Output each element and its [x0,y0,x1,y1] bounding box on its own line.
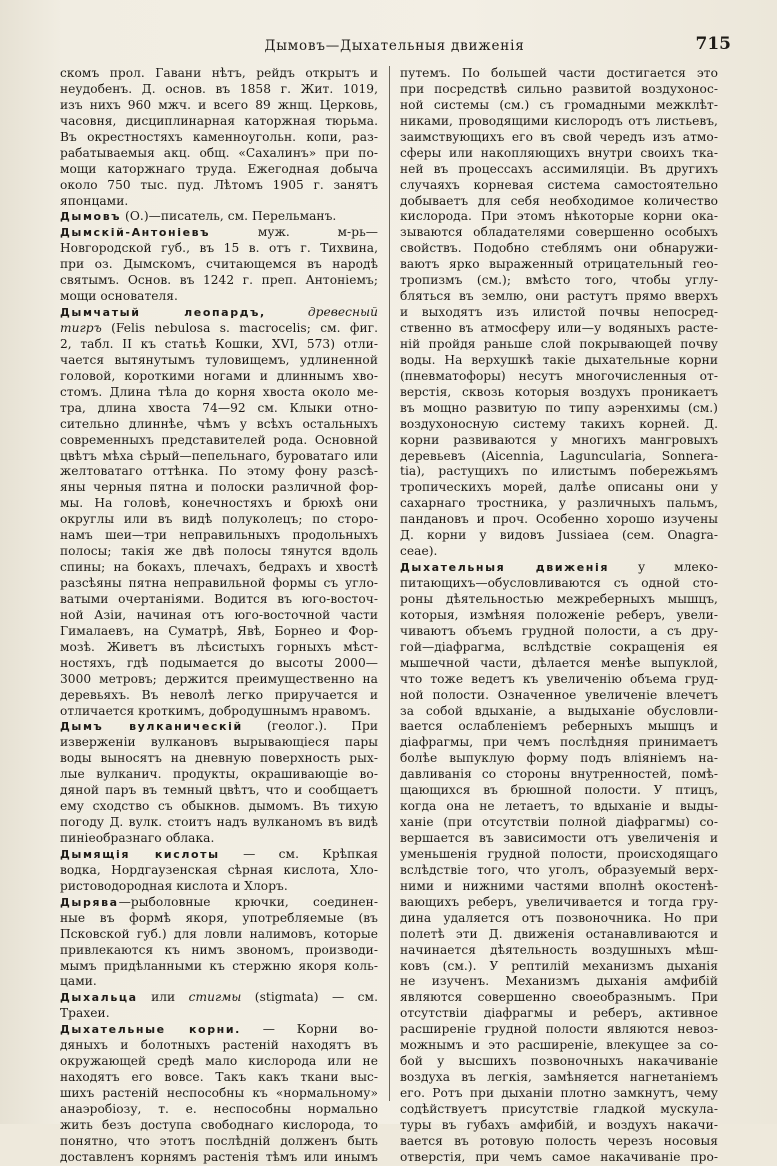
entry-headword: Дымъ вулканическій [60,720,243,734]
text-line [400,1086,718,1102]
text-line [60,959,378,975]
line-text: (stigmata) — см. [241,990,378,1005]
text-line [400,82,718,98]
text-line [400,815,718,831]
line-text: сферы или накопляющихъ внутри своихъ тка- [400,145,718,160]
line-text: уменьшенія грудной полости, происходящаго [400,846,718,861]
text-line [60,624,378,640]
text-line [400,831,718,847]
text-line [60,114,378,130]
text-line [400,576,718,592]
line-text: ватыми очертаніями. Водится въ юго-восточ- [60,591,378,606]
line-text: погоду Д. вулк. стоитъ надъ вулканомъ въ видѣ [60,815,378,830]
text-line [400,1118,718,1134]
left-column [60,66,378,1166]
entry-headword: Дыхательныя движенія [400,561,609,575]
text-line [400,895,718,911]
text-line [60,1150,378,1166]
line-text: ной полости. Означенное увеличеніе влечетъ [400,687,718,702]
text-line [400,257,718,273]
text-line [60,751,378,767]
text-line [60,305,378,321]
line-text: отсутствіи діафрагмы и реберъ, активное [400,1006,718,1021]
line-text: окружающей средѣ мало кислорода или не [60,1054,378,1069]
line-text: вается въ ротовую полость черезъ носовыя [400,1133,718,1148]
text-line [60,178,378,194]
line-text: при посредствѣ сильно развитой воздухонос- [400,81,718,96]
line-text: Въ окрестностяхъ каменноугольн. копи, раз- [60,129,378,144]
entry-headword: Дымовъ [60,210,122,224]
line-text: ней въ процессахъ ассимиляціи. Въ другихъ [400,161,718,176]
line-text: кислорода. При этомъ нѣкоторые корни ока- [400,209,718,224]
text-line [60,433,378,449]
line-text: скомъ прол. Гавани нѣтъ, рейдъ открытъ и [60,66,378,80]
line-text: можнымъ и это расширеніе, влекущее за со- [400,1038,718,1053]
line-text: ностяхъ, гдѣ подымается до высоты 2000— [60,655,378,670]
line-text: сительно длиннѣе, чѣмъ у всѣхъ остальныхъ [60,416,378,431]
text-line [400,751,718,767]
line-text: корни развиваются у многихъ мангровыхъ [400,432,718,447]
text-line [60,225,378,241]
line-text: муж. м-рь— [210,225,378,240]
line-text: пандановъ и проч. Особенно хорошо изучены [400,512,718,527]
line-text: зываются обладателями совершенно особыхъ [400,225,718,240]
line-text: мы. На головѣ, конечностяхъ и брюхѣ они [60,496,378,511]
line-text: путемъ. По большей части достигается это [400,66,718,80]
line-text: ему сходство съ обыкнов. дымомъ. Въ тихую [60,799,378,814]
line-text: начинается дѣятельность воздушныхъ мѣш- [400,942,718,957]
text-line [400,289,718,305]
line-text: понятно, что этотъ послѣдній долженъ быть [60,1133,378,1148]
text-line [60,273,378,289]
line-text: давливанія со стороны внутренностей, помѣ- [400,767,718,782]
line-text: щающихся въ брюшной полости. У птицъ, [400,783,718,798]
text-line [60,194,378,210]
line-text: водка, Нордгаузенская сѣрная кислота, Хло- [60,862,378,877]
text-line [400,401,718,417]
text-line [60,815,378,831]
line-text: ваютъ ярко выраженный отрицательный гео- [400,257,718,272]
text-line [60,895,378,911]
text-line [400,927,718,943]
text-line [60,209,378,225]
text-line [60,337,378,353]
text-line [400,162,718,178]
line-text: Псковской губ.) для ловли налимовъ, которые [60,926,378,941]
text-line [60,1118,378,1134]
line-text: дяныхъ и болотныхъ растеній находятъ въ [60,1038,378,1053]
line-text: деревьяхъ. Въ неволѣ легко приручается и [60,687,378,702]
text-line [400,560,718,576]
line-text: разсѣяны пятна неправильной формы съ угло- [60,576,378,590]
text-line [400,688,718,704]
entry-headword: Дымящія кислоты [60,847,220,861]
text-line [60,831,378,847]
line-text: являются совершенно своеобразнымъ. При [400,990,718,1005]
line-text: туры въ губахъ амфибій, и воздухъ накачи- [400,1117,718,1132]
text-line [60,704,378,720]
line-text: роны дѣятельностью межреберныхъ мышцъ, [400,591,718,606]
text-line [400,592,718,608]
text-line [60,417,378,433]
text-line [60,321,378,337]
text-line [400,321,718,337]
line-text: добываетъ для себя необходимое количество [400,193,718,208]
line-text: (пневматофоры) несутъ многочисленныя от- [400,368,718,383]
text-line [400,624,718,640]
text-line [400,863,718,879]
line-text: діафрагмы, при чемъ послѣдняя принимаетъ [400,735,718,750]
text-line [60,1054,378,1070]
line-text: вслѣдствіе того, что уголъ, образуемый верх- [400,862,718,877]
text-line [400,974,718,990]
text-line [60,464,378,480]
line-text: головой, короткими ногами и длиннымъ хво- [60,368,378,383]
text-line [60,98,378,114]
text-line [400,1006,718,1022]
text-line [400,496,718,512]
text-line [400,433,718,449]
line-text: мышечной части, дѣлается менѣе выпуклой, [400,655,718,670]
text-line [60,799,378,815]
text-line [60,688,378,704]
line-text: ceae). [400,544,438,559]
line-text: дина удаляется отъ позвоночника. Но при [400,910,718,925]
line-text: воды выносятъ на дневную поверхность рых- [60,751,378,766]
line-text: вается ослабленіемъ реберныхъ мышцъ и [400,719,718,734]
line-text: полосы; такія же двѣ полосы тянутся вдоль [60,544,378,559]
line-text: въ мощно развитую по типу аэренхимы (см.) [400,400,718,415]
line-text: свойствъ. Подобно стеблямъ они обнаружи- [400,241,718,256]
line-text: когда она не летаетъ, то вдыханіе и выды- [400,799,718,814]
text-line [60,353,378,369]
right-column [400,66,718,1166]
italic-text: древесный [265,305,378,320]
line-text: ной системы (см.) съ громадными межклѣт- [400,97,718,112]
line-text: tia), растущихъ по илистымъ побережьямъ [400,464,718,479]
text-line [400,959,718,975]
line-text: пиніеобразнаго облака. [60,831,215,845]
line-text: чиваютъ объемъ грудной полости, а съ дру- [400,623,718,638]
line-text: неудобенъ. Д. основ. въ 1858 г. Жит. 1019, [60,81,378,96]
line-text: чается вытянутымъ туловищемъ, удлиненной [60,352,378,367]
line-text: — см. Крѣпкая [219,846,378,861]
text-line [400,783,718,799]
text-line [400,672,718,688]
line-text: часовня, дисциплинарная каторжная тюрьма. [60,113,378,128]
line-text: воды. На верхушкѣ такіе дыхательные корни [400,352,718,367]
text-line [400,178,718,194]
line-text: ковъ (см.). У рептилій механизмъ дыханія [400,958,718,973]
text-line [400,273,718,289]
text-line [400,719,718,735]
line-text: полетѣ эти Д. движенія останавливаются и [400,926,718,941]
text-line [400,911,718,927]
text-line [60,369,378,385]
line-text: деревьевъ (Aicennia, Laguncularia, Sonnera- [400,448,718,463]
line-text: 3000 метровъ; держится преимущественно на [60,671,378,686]
line-text: (Felis nebulosa s. macrocelis; см. фиг. [101,321,378,335]
text-line [400,369,718,385]
running-head: Дымовъ—Дыхательныя движенія [264,38,525,54]
line-text: дяной паръ въ темный цвѣтъ, что и сообщаетъ [60,783,378,798]
line-text: ній пройдя раньше слой покрывающей почву [400,336,718,351]
text-line [400,209,718,225]
text-line [60,783,378,799]
line-text: отличается кроткимъ, добродушнымъ нравомъ. [60,703,371,718]
line-text: округлы или въ видѣ полуколецъ; по сторо- [60,512,378,527]
line-text: намъ шеи—три неправильныхъ продольныхъ [60,528,378,543]
text-line [60,257,378,273]
text-line [60,879,378,895]
line-text: расширеніе грудной полости являются невоз- [400,1022,718,1037]
line-text: находятъ его вовсе. Такъ какъ ткани выс- [60,1070,378,1085]
line-text: японцами. [60,193,129,208]
text-line [60,656,378,672]
text-line [60,1006,378,1022]
line-text: содѣйствуетъ присутствіе гладкой мускула- [400,1101,718,1116]
line-text: воздуха въ легкія, замѣняется нагнетаніемъ [400,1070,718,1085]
text-line [60,672,378,688]
text-line [400,114,718,130]
line-text: воздухоносную систему такихъ корней. Д. [400,416,718,431]
text-line [60,480,378,496]
text-line [60,162,378,178]
line-text: тропическихъ морей, далѣе описаны они у [400,480,718,495]
line-text: его. Ротъ при дыханіи плотно замкнутъ, чему [400,1086,718,1100]
line-text: не изученъ. Механизмъ дыханія амфибій [400,974,718,989]
text-line [400,735,718,751]
line-text: бой у высшихъ позвоночныхъ накачиваніе [400,1054,718,1069]
text-line [60,863,378,879]
text-line [400,66,718,82]
text-line [400,385,718,401]
text-line [400,98,718,114]
text-line [60,449,378,465]
text-line [400,337,718,353]
page-number: 715 [695,34,731,54]
line-text: болѣе выпуклую форму подъ вліяніемъ на- [400,751,718,766]
entry-headword: Дымскій-Антоніевъ [60,226,211,240]
line-text: никами, проводящими кислородъ отъ листьевъ, [400,113,718,128]
line-text: которыя, измѣняя положеніе реберъ, увели- [400,607,718,622]
text-line [400,225,718,241]
text-line [60,512,378,528]
text-line [400,990,718,1006]
line-text: мощи основателя. [60,289,178,304]
line-text: вающихъ реберъ, увеличивается и тогда гру- [400,894,718,909]
text-line [60,496,378,512]
text-line [400,767,718,783]
column-divider [389,66,390,1101]
line-text: мозѣ. Живетъ въ лѣсистыхъ горныхъ мѣст- [60,639,378,654]
text-line [400,146,718,162]
line-text: мощи каторжнаго труда. Ежегодная добыча [60,161,378,176]
text-line [60,943,378,959]
line-text: Д. корни у видовъ Jussiaea (сем. Onagra- [400,528,718,543]
line-text: ханіе (при отсутствіи полной діафрагмы) со- [400,815,718,830]
text-line [60,401,378,417]
text-line [60,1102,378,1118]
text-line [400,1054,718,1070]
line-text: ними и нижними частями вполнѣ окостенѣ- [400,878,718,893]
line-text: цами. [60,974,97,989]
text-line [60,608,378,624]
line-text: и выходятъ изъ илистой почвы непосред- [400,305,718,320]
text-line [400,464,718,480]
text-line [400,305,718,321]
text-line [60,911,378,927]
entry-headword: Дырява [60,895,119,909]
line-text: ристоводородная кислота и Хлоръ. [60,878,288,893]
text-line [60,719,378,735]
line-text: цвѣтъ мѣха сѣрый—пепельнаго, буроватаго или [60,448,378,463]
text-line [60,1086,378,1102]
line-text: жить безъ доступа свободнаго кислорода, то [60,1117,378,1132]
line-text: сахарнаго тростника, у различныхъ пальмъ, [400,496,718,511]
text-line [60,544,378,560]
line-text: анаэробіозу, т. е. неспособны нормально [60,1101,378,1116]
text-line [60,528,378,544]
text-line [400,1038,718,1054]
line-text: шихъ растеній неспособны къ «нормальному» [60,1086,378,1100]
text-line [60,767,378,783]
line-text: вершается въ зависимости отъ увеличенія и [400,831,718,845]
text-line [400,130,718,146]
text-line [400,480,718,496]
text-line [400,943,718,959]
entry-headword: Дыхательные корни. [60,1023,241,1037]
line-text: отверстія, при чемъ самое накачиваніе про- [400,1149,718,1164]
line-text: (геолог.). При [242,719,378,734]
line-text: доставленъ корнямъ растенія тѣмъ или инымъ [60,1149,378,1164]
text-line [60,560,378,576]
line-text: верстія, сквозь которыя воздухъ проникаетъ [400,384,718,399]
text-line [400,241,718,257]
text-line [60,82,378,98]
text-line [400,799,718,815]
text-line [60,1038,378,1054]
line-text: около 750 тыс. пуд. Лѣтомъ 1905 г. занятъ [60,177,378,192]
line-text: что тоже ведетъ къ увеличенію объема груд- [400,671,718,686]
line-text: — Корни во- [240,1022,378,1037]
line-text: 2, табл. II къ статьѣ Кошки, XVI, 573) отли- [60,336,378,351]
line-text: рабатываемыя акц. общ. «Сахалинъ» при по- [60,145,378,160]
text-line [400,194,718,210]
line-text: Гималаевъ, на Суматрѣ, Явѣ, Борнео и Фор- [60,623,378,638]
line-text: у млеко- [609,560,718,575]
line-text: изверженіи вулкановъ вырывающіеся пары [60,735,378,750]
text-line [60,130,378,146]
text-line [60,1134,378,1150]
line-text: бляться въ землю, они растутъ прямо вверхъ [400,289,718,304]
text-line [400,1070,718,1086]
text-line [400,656,718,672]
text-line [60,847,378,863]
line-text: случаяхъ корневая система самостоятельно [400,177,718,192]
text-columns [60,66,738,1164]
line-text: Трахеи. [60,1006,110,1021]
line-text: тра, длина хвоста 74—92 см. Клыки отно- [60,400,378,415]
text-line [60,592,378,608]
text-line [60,1022,378,1038]
line-text: заимствующихъ его въ свой чередъ изъ атмо- [400,129,718,144]
text-line [400,353,718,369]
italic-text: тигръ [60,321,102,335]
text-line [400,640,718,656]
text-line [60,576,378,592]
text-line [400,1102,718,1118]
text-line [60,241,378,257]
text-line [400,528,718,544]
line-text: изъ нихъ 960 мжч. и всего 89 жнщ. Церковь, [60,97,378,112]
text-line [400,1022,718,1038]
line-text: тропизмъ (см.); вмѣсто того, чтобы углу- [400,273,718,288]
italic-text: стигмы [188,990,242,1005]
line-text: —рыболовные крючки, соединен- [118,894,378,909]
line-text: лые вулканич. продукты, окрашивающіе во- [60,767,378,782]
line-text: стомъ. Длина тѣла до корня хвоста около ме- [60,384,378,399]
line-text: при оз. Дымскомъ, считающемся въ народѣ [60,257,378,272]
line-text: современныхъ представителей рода. Основной [60,432,378,447]
line-text: ные въ формѣ якоря, употребляемые (въ [60,910,378,925]
text-line [60,735,378,751]
text-line [400,1134,718,1150]
text-line [400,704,718,720]
text-line [60,927,378,943]
entry-headword: Дымчатый леопардъ, [60,306,266,320]
line-text: или [137,990,189,1005]
line-text: святымъ. Основ. въ 1242 г. преп. Антоніемъ; [60,273,378,288]
text-line [60,640,378,656]
entry-headword: Дыхальца [60,991,138,1005]
text-line [400,449,718,465]
line-text: Новгородской губ., въ 15 в. отъ г. Тихвина, [60,241,378,256]
line-text: привлекаются къ нимъ звономъ, производи- [60,942,378,957]
line-text: за собой вдыханіе, а выдыханіе обусловли- [400,703,718,718]
text-line [400,544,718,560]
line-text: мымъ придѣланными къ стержню якоря коль- [60,958,378,973]
text-line [400,608,718,624]
text-line [60,146,378,162]
text-line [400,512,718,528]
text-line [60,289,378,305]
line-text: гой—діафрагма, вслѣдствіе сокращенія ея [400,639,718,654]
text-line [400,847,718,863]
line-text: ной Азіи, начиная отъ юго-восточной части [60,607,378,622]
text-line [400,1150,718,1166]
text-line [60,974,378,990]
line-text: желтоватаго оттѣнка. По этому фону разсѣ- [60,464,378,479]
text-line [400,417,718,433]
page-header [52,34,737,58]
text-line [60,66,378,82]
text-line [60,385,378,401]
line-text: питающихъ—обусловливаются съ одной сто- [400,576,718,590]
line-text: спины; на бокахъ, плечахъ, бедрахъ и хвостѣ [60,560,378,575]
text-line [60,1070,378,1086]
text-line [60,990,378,1006]
line-text: ственно въ атмосферу или—у водяныхъ расте- [400,321,718,335]
line-text: (О.)—писатель, см. Перельманъ. [121,209,337,224]
text-line [400,879,718,895]
line-text: яны черныя пятна и полоски различной фор- [60,480,378,495]
